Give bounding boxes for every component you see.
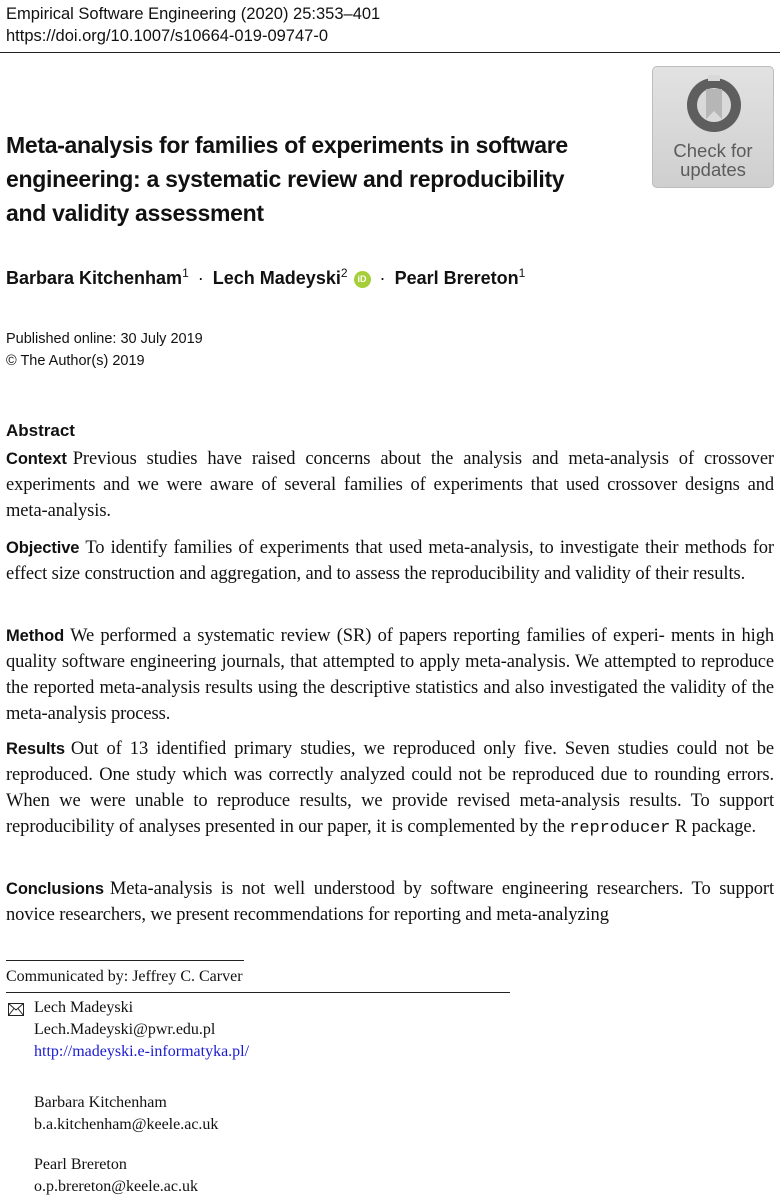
author-name[interactable]: Lech Madeyski [212,268,341,288]
badge-line-1: Check for [673,140,753,161]
envelope-icon [8,1003,24,1016]
contact-brereton [34,1154,198,1198]
publication-info [6,328,203,372]
published-date: Published online: 30 July 2019 [6,331,203,347]
author-name[interactable]: Pearl Brereton [394,268,519,288]
author-affiliation: 2 [340,266,348,280]
contact-email[interactable]: Lech.Madeyski@pwr.edu.pl [34,1021,216,1038]
abstract-conclusions [6,876,774,928]
journal-citation: Empirical Software Engineering (2020) 25:353–401 [6,5,381,23]
method-text: We performed a systematic review (SR) of papers reporting families of experi- ments in high quality software engineering journals, that attempted to apply meta-analysis. We attempted to reproduce the reported meta-analysis results using the descriptive statistics and also investigated the validity of the meta-analysis process. [6,626,774,724]
results-label: Results [6,740,65,758]
title-line-2: engineering: a systematic review and reproducibility [6,166,565,192]
objective-text: To identify families of experiments that used meta-analysis, to investigate their methods for effect size construction and aggregation, and to assess the reproducibility and validity of their results. [6,538,774,584]
abstract-objective [6,535,774,587]
contact-email[interactable]: o.p.brereton@keele.ac.uk [34,1178,198,1195]
header-divider [0,52,780,53]
conclusions-label: Conclusions [6,880,104,898]
badge-line-2: updates [680,159,746,180]
author-name[interactable]: Barbara Kitchenham [6,268,183,288]
footnote-divider [6,992,510,993]
abstract-context [6,446,774,524]
abstract-heading: Abstract [6,421,75,440]
paper-title [6,128,646,230]
author-affiliation: 1 [182,266,189,280]
objective-label: Objective [6,539,80,557]
contact-kitchenham [34,1092,218,1136]
communicated-by: Communicated by: Jeffrey C. Carver [6,968,243,985]
doi-link[interactable]: https://doi.org/10.1007/s10664-019-09747-0 [6,27,328,45]
results-text: Out of 13 identified primary studies, we reproduced only five. Seven studies could not be reproduced. One study which was correctly analyzed could not be reproduced due to rounding errors. When we were unable to reproduce results, we provide revised meta-analysis results. To support reproducibility of analyses presented in our paper, it is complemented by the [6,739,774,837]
contact-madeyski [34,997,249,1063]
context-label: Context [6,450,67,468]
title-line-3: and validity assessment [6,200,264,226]
author-separator: · [197,268,204,288]
check-for-updates-icon [684,75,744,139]
title-line-1: Meta-analysis for families of experiments in software [6,132,568,158]
contact-url[interactable]: http://madeyski.e-informatyka.pl/ [34,1043,250,1060]
check-for-updates-badge[interactable] [652,66,774,188]
contact-name: Barbara Kitchenham [34,1094,167,1111]
results-text-end: R package. [674,817,757,837]
package-name: reproducer [569,819,671,838]
contact-name: Pearl Brereton [34,1156,127,1173]
orcid-icon[interactable]: iD [354,271,371,288]
contact-email[interactable]: b.a.kitchenham@keele.ac.uk [34,1116,219,1133]
copyright: © The Author(s) 2019 [6,353,145,369]
conclusions-text: Meta-analysis is not well understood by software engineering researchers. To support novice researchers, we present recommendations for reporting and meta-analyzing [6,879,774,925]
contact-name: Lech Madeyski [34,999,134,1016]
author-list [6,265,525,291]
author-separator: · [379,268,386,288]
context-text: Previous studies have raised concerns about the analysis and meta-analysis of crossover experiments and we were aware of several families of experiments that used crossover designs and meta-analysis. [6,449,774,521]
author-affiliation: 1 [518,266,526,280]
abstract-results [6,736,774,842]
footnote-divider [6,960,244,961]
method-label: Method [6,627,65,645]
abstract-method [6,623,774,727]
